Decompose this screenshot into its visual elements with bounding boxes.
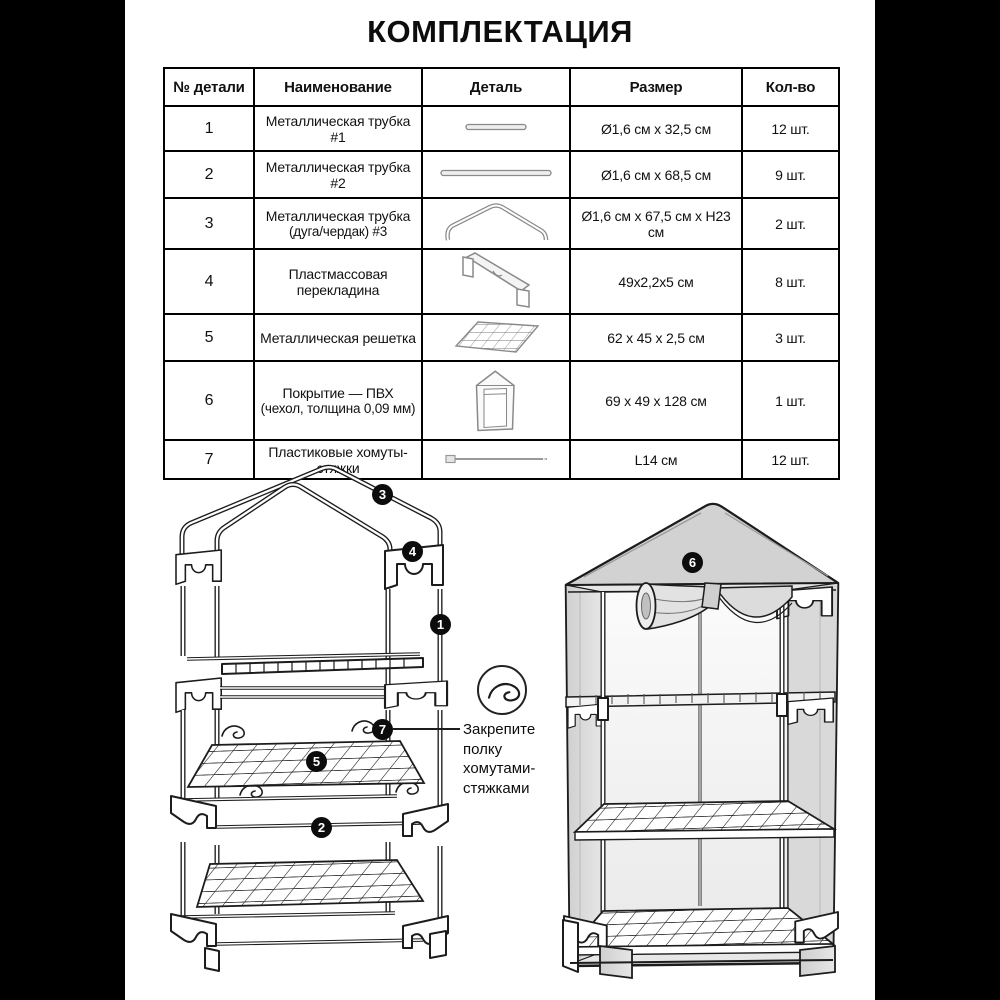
callout-6: 6 — [682, 552, 703, 573]
cell-part-name: Покрытие — ПВХ (чехол, толщина 0,09 мм) — [254, 361, 422, 440]
cell-quantity: 2 шт. — [742, 198, 839, 249]
cell-quantity: 3 шт. — [742, 314, 839, 361]
cell-part-name-line2: (дуга/чердак) #3 — [288, 224, 388, 239]
cell-size: 69 x 49 x 128 см — [570, 361, 742, 440]
cell-part-image — [422, 314, 570, 361]
cell-part-name: Металлическая трубка #2 — [254, 151, 422, 198]
right-black-margin — [875, 0, 1000, 1000]
cell-quantity: 12 шт. — [742, 106, 839, 151]
callout-3: 3 — [372, 484, 393, 505]
table-row — [164, 106, 839, 151]
cell-quantity: 1 шт. — [742, 361, 839, 440]
cell-size: 49x2,2x5 см — [570, 249, 742, 314]
zip-tie-icon — [482, 677, 522, 703]
table-row — [164, 361, 839, 440]
zip-tie-detail-circle — [477, 665, 527, 715]
table-header-row — [164, 68, 839, 106]
column-header: № детали — [164, 68, 254, 106]
table-row — [164, 249, 839, 314]
cell-part-name: Металлическая трубка #1 — [254, 106, 422, 151]
callout-7-leader-line — [393, 728, 460, 730]
column-header: Деталь — [422, 68, 570, 106]
cell-part-name-line2: (чехол, толщина 0,09 мм) — [260, 401, 416, 416]
cell-quantity: 9 шт. — [742, 151, 839, 198]
cell-part-number: 3 — [164, 198, 254, 249]
page-title: КОМПЛЕКТАЦИЯ — [367, 14, 633, 49]
cell-part-number: 5 — [164, 314, 254, 361]
cell-part-number: 4 — [164, 249, 254, 314]
table-row — [164, 151, 839, 198]
part-icon-tube-short — [460, 121, 532, 137]
cell-part-name: Пластиковые хомуты-стяжки — [254, 440, 422, 479]
callout-2: 2 — [311, 817, 332, 838]
cell-part-name: Металлическая трубка (дуга/чердак) #3 — [254, 198, 422, 249]
cell-part-image — [422, 106, 570, 151]
cell-part-number: 7 — [164, 440, 254, 479]
column-header: Наименование — [254, 68, 422, 106]
column-header: Кол-во — [742, 68, 839, 106]
left-black-margin — [0, 0, 125, 1000]
cell-part-image — [422, 151, 570, 198]
callout-1: 1 — [430, 614, 451, 635]
cell-quantity: 12 шт. — [742, 440, 839, 479]
cell-quantity: 8 шт. — [742, 249, 839, 314]
cell-part-number: 1 — [164, 106, 254, 151]
cell-size: L14 см — [570, 440, 742, 479]
part-icon-grid — [446, 343, 546, 359]
part-icon-tube-long — [437, 167, 555, 183]
callout-5: 5 — [306, 751, 327, 772]
part-icon-crossbar — [453, 296, 539, 312]
cell-size: 62 x 45 x 2,5 см — [570, 314, 742, 361]
cell-part-number: 6 — [164, 361, 254, 440]
cell-part-image — [422, 249, 570, 314]
parts-table — [163, 67, 840, 480]
cell-part-number: 2 — [164, 151, 254, 198]
covered-greenhouse-diagram — [545, 490, 875, 1000]
callout-4: 4 — [402, 541, 423, 562]
part-icon-cover — [462, 422, 530, 438]
cell-part-name: Пластмассовая перекладина — [254, 249, 422, 314]
cell-size: Ø1,6 см x 32,5 см — [570, 106, 742, 151]
cell-size: Ø1,6 см x 68,5 см — [570, 151, 742, 198]
table-row — [164, 314, 839, 361]
cell-part-name: Металлическая решетка — [254, 314, 422, 361]
table-row — [164, 198, 839, 249]
zip-tie-note: Закрепите полку хомутами-стяжками — [463, 721, 536, 797]
cell-part-image — [422, 198, 570, 249]
callout-7: 7 — [372, 719, 393, 740]
parts-table-wrap — [163, 67, 840, 480]
cell-size: Ø1,6 см x 67,5 см x H23 см — [570, 198, 742, 249]
column-header: Размер — [570, 68, 742, 106]
part-icon-tube-arc — [440, 231, 552, 247]
cell-part-image — [422, 361, 570, 440]
document-page — [125, 0, 875, 1000]
